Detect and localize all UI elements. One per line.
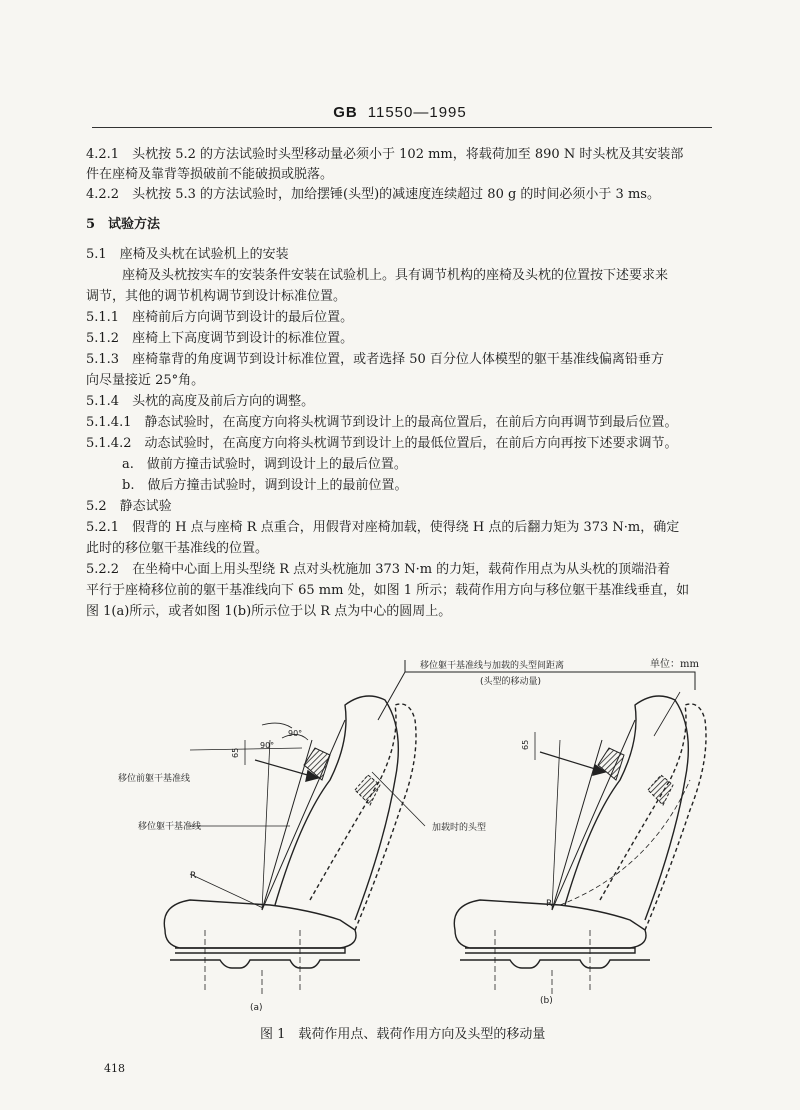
angle-90-1: 90° xyxy=(260,741,275,750)
clause-5-1-3-cont: 向尽量接近 25°角。 xyxy=(86,373,205,388)
head-form-loaded-a xyxy=(355,775,380,805)
clause-5-2-1-cont: 此时的移位躯干基准线的位置。 xyxy=(86,541,269,556)
label-r-a: R xyxy=(190,871,197,881)
sub-label-b: (b) xyxy=(540,996,553,1006)
standard-prefix: GB xyxy=(333,104,358,121)
standard-number: 11550—1995 xyxy=(367,104,467,121)
unit-label: 单位：mm xyxy=(650,659,699,670)
clause-5-2-1: 5.2.1 假背的 H 点与座椅 R 点重合，用假背对座椅加载，使得绕 H 点的后翻力矩为 373 N·m，确定 xyxy=(86,520,680,535)
label-displaced-line: 移位躯干基准线 xyxy=(138,822,202,832)
clause-4-2-1-cont: 件在座椅及靠背等损破前不能破损或脱落。 xyxy=(86,167,334,182)
label-distance: 移位躯干基准线与加载的头型间距离 xyxy=(420,661,565,671)
page-number: 418 xyxy=(104,1062,125,1075)
head-form-b xyxy=(598,748,624,780)
clause-5-1-para: 座椅及头枕按实车的安装条件安装在试验机上。具有调节机构的座椅及头枕的位置按下述要求来 xyxy=(122,268,669,283)
clause-5-1-1: 5.1.1 座椅前后方向调节到设计的最后位置。 xyxy=(86,310,354,325)
clause-5-2-2-cont2: 图 1(a)所示，或者如图 1(b)所示位于以 R 点为中心的圆周上。 xyxy=(86,604,452,619)
angle-90-2: 90° xyxy=(288,729,303,738)
item-b: b. 做后方撞击试验时，调到设计上的最前位置。 xyxy=(122,478,408,493)
figure-caption: 图 1 载荷作用点、载荷作用方向及头型的移动量 xyxy=(260,1027,546,1042)
item-a: a. 做前方撞击试验时，调到设计上的最后位置。 xyxy=(122,457,407,472)
section-5-heading: 5 试验方法 xyxy=(86,217,161,232)
label-r-b: R xyxy=(546,899,553,909)
clause-5-2: 5.2 静态试验 xyxy=(86,499,172,514)
clause-4-2-1: 4.2.1 头枕按 5.2 的方法试验时头型移动量必须小于 102 mm，将载荷加至 890 N 时头枕及其安装部 xyxy=(86,147,684,162)
clause-5-1-para-cont: 调节，其他的调节机构调节到设计标准位置。 xyxy=(86,289,347,304)
clause-5-1-4-1: 5.1.4.1 静态试验时，在高度方向将头枕调节到设计上的最高位置后，在前后方向再调节到最后位置。 xyxy=(86,415,678,430)
label-loaded-head: 加载时的头型 xyxy=(432,823,487,833)
head-form-loaded-b xyxy=(648,775,673,805)
clause-4-2-2: 4.2.2 头枕按 5.3 的方法试验时，加给摆锤(头型)的减速度连续超过 80 g 的时间必须小于 3 ms。 xyxy=(86,187,660,202)
seat-figure-b xyxy=(454,692,706,995)
clause-5-2-2: 5.2.2 在坐椅中心面上用头型绕 R 点对头枕施加 373 N·m 的力矩，载荷作用点为从头枕的顶端沿着 xyxy=(86,562,671,577)
clause-5-1-4: 5.1.4 头枕的高度及前后方向的调整。 xyxy=(86,394,315,409)
clause-5-1-4-2: 5.1.4.2 动态试验时，在高度方向将头枕调节到设计上的最低位置后，在前后方向再按下述要求调节。 xyxy=(86,436,678,451)
clause-5-1: 5.1 座椅及头枕在试验机上的安装 xyxy=(86,247,289,262)
clause-5-2-2-cont: 平行于座椅移位前的躯干基准线向下 65 mm 处，如图 1 所示；载荷作用方向与移位躯干基准线垂直，如 xyxy=(86,583,690,598)
clause-5-1-3: 5.1.3 座椅靠背的角度调节到设计标准位置，或者选择 50 百分位人体模型的躯干基准线偏离铅垂方 xyxy=(86,352,664,367)
sub-label-a: (a) xyxy=(250,1003,263,1013)
label-before-displacement: 移位前躯干基准线 xyxy=(118,774,191,784)
dim-65-b: 65 xyxy=(521,739,530,750)
clause-5-1-2: 5.1.2 座椅上下高度调节到设计的标准位置。 xyxy=(86,331,354,346)
label-displacement: (头型的移动量) xyxy=(480,677,542,687)
seat-figure-a xyxy=(164,696,425,995)
dim-65-a: 65 xyxy=(231,747,240,758)
